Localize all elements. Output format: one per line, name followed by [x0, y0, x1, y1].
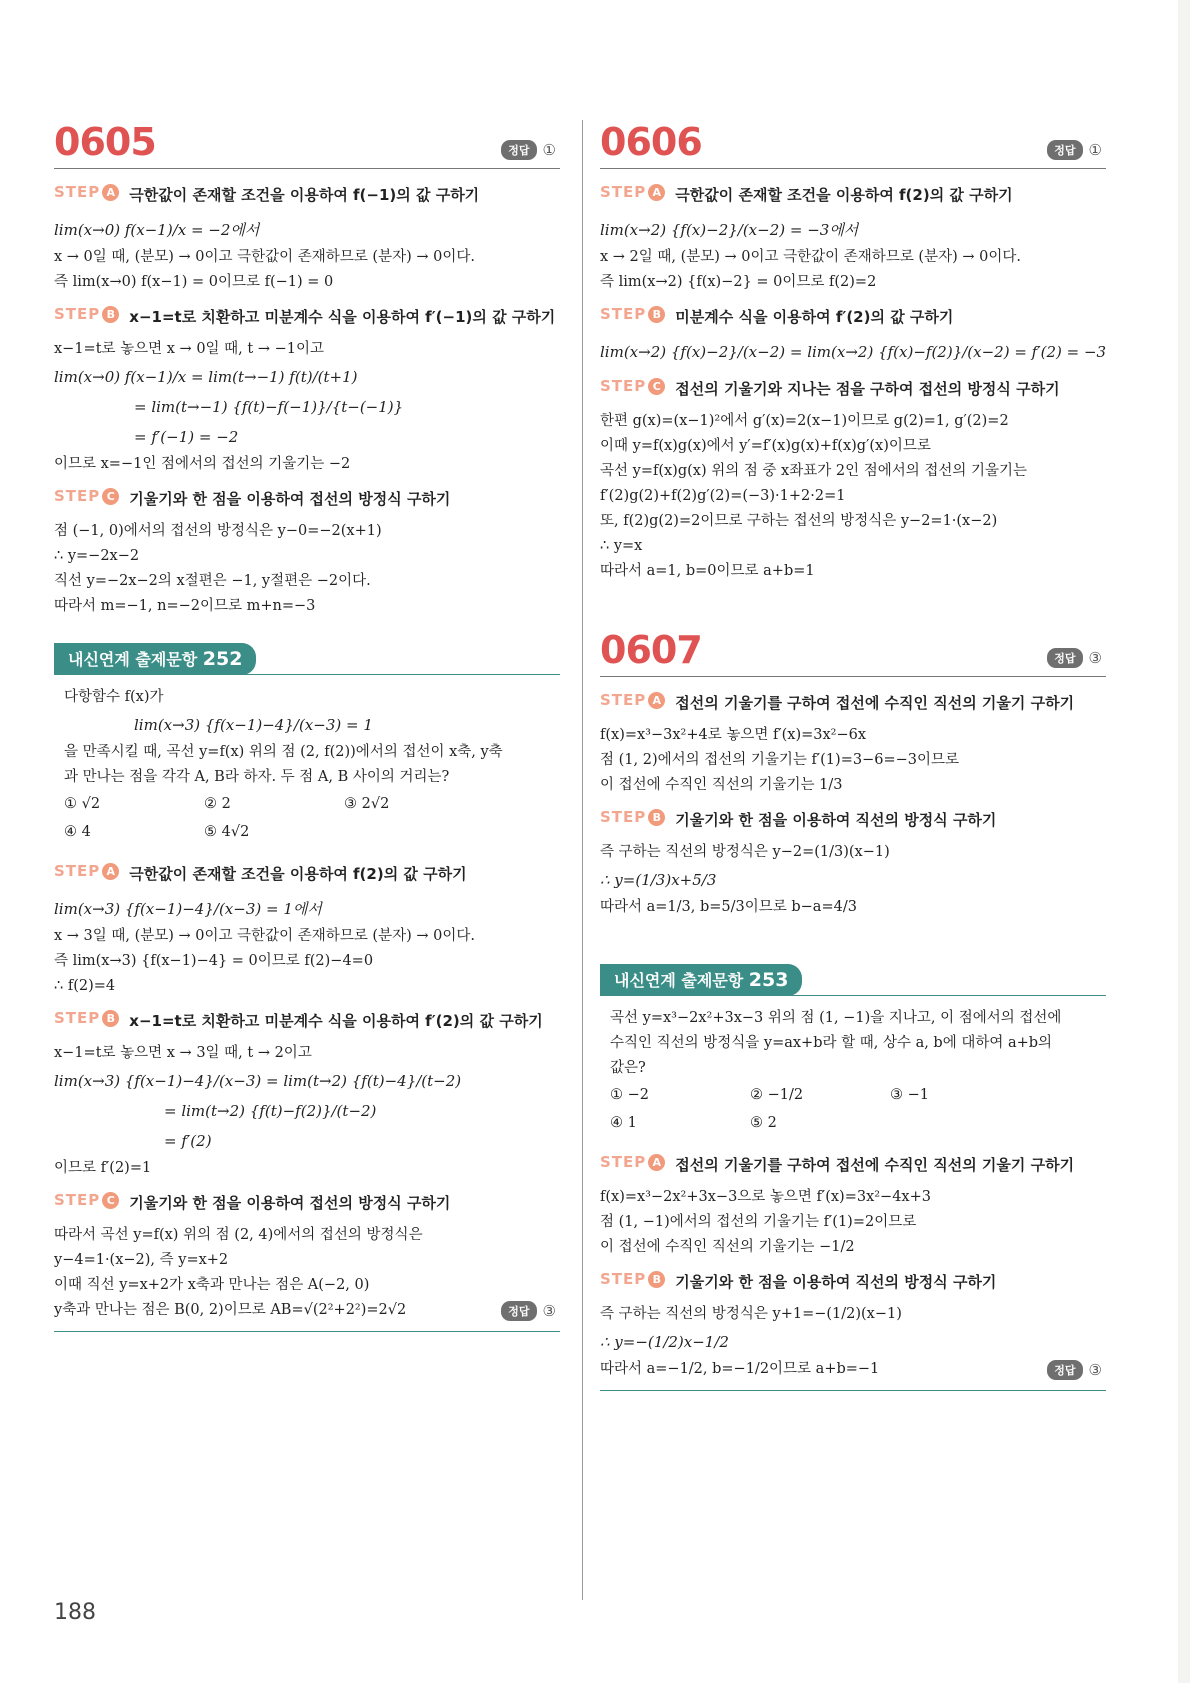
step-title: 기울기와 한 점을 이용하여 접선의 방정식 구하기 [129, 490, 451, 508]
choice-4: ④ 4 [64, 824, 91, 840]
step-title: 기울기와 한 점을 이용하여 직선의 방정식 구하기 [675, 1273, 997, 1291]
text-line: 따라서 a=1/3, b=5/3이므로 b−a=4/3 [600, 899, 857, 915]
text-line: y−4=1·(x−2), 즉 y=x+2 [54, 1252, 229, 1268]
text-line: ∴ y=−2x−2 [54, 548, 140, 564]
text-line: 따라서 a=1, b=0이므로 a+b=1 [600, 563, 815, 579]
choice-1: ① −2 [610, 1087, 649, 1103]
linked-problem-253-question [600, 1006, 1106, 1137]
column-divider [582, 120, 583, 1600]
problem-0605-header [54, 110, 560, 169]
answer-badge: 정답 [501, 140, 536, 160]
text-line: x−1=t로 놓으면 x → 0일 때, t → −1이고 [54, 341, 324, 357]
text-line: x → 0일 때, (분모) → 0이고 극한값이 존재하므로 (분자) → 0이다. [54, 249, 475, 265]
answer-badge: 정답 [1047, 648, 1082, 668]
step-b [54, 305, 560, 329]
choice-3: ③ −1 [890, 1087, 929, 1103]
formula-line: = f′(2) [164, 1132, 212, 1150]
choice-2: ② 2 [204, 796, 231, 812]
question-line: 수직인 직선의 방정식을 y=ax+b라 할 때, 상수 a, b에 대하여 a+b의 [610, 1035, 1053, 1051]
linked-problem-tab: 내신연계 출제문항 252 [54, 643, 256, 675]
text-line: 이때 y=f(x)g(x)에서 y′=f′(x)g(x)+f(x)g′(x)이므로 [600, 438, 931, 454]
linked-problem-253-header [600, 964, 1106, 996]
problem-number: 0607 [600, 628, 702, 672]
step-tag: STEP A [600, 691, 665, 709]
answer-choices [64, 790, 560, 846]
text-line: y축과 만나는 점은 B(0, 2)이므로 AB=√(2²+2²)=2√2 [54, 1302, 407, 1318]
formula-line: lim(x→2) {f(x)−2}/(x−2) = lim(x→2) {f(x)−f(2)}/(x−2) = f′(2) = −3 [600, 343, 1107, 361]
page-number: 188 [54, 1600, 96, 1625]
linked-problem-252-question [54, 685, 560, 846]
page-edge-strip [1178, 0, 1190, 1683]
answer-value: ③ [1088, 649, 1102, 667]
text-line: 곡선 y=f(x)g(x) 위의 점 중 x좌표가 2인 점에서의 접선의 기울기는 [600, 463, 1028, 479]
step-b [600, 305, 1106, 329]
step-tag: STEP C [54, 1191, 119, 1209]
text-line: 이므로 x=−1인 점에서의 접선의 기울기는 −2 [54, 456, 351, 472]
choice-2: ② −1/2 [750, 1087, 804, 1103]
right-column [600, 110, 1106, 1391]
problem-0607-header [600, 618, 1106, 677]
text-line: 한편 g(x)=(x−1)²에서 g′(x)=2(x−1)이므로 g(2)=1, g′(2)=2 [600, 413, 1009, 429]
text-line: 점 (−1, 0)에서의 접선의 방정식은 y−0=−2(x+1) [54, 523, 382, 539]
formula-line: lim(x→3) {f(x−1)−4}/(x−3) = lim(t→2) {f(t)−4}/(t−2) [54, 1072, 462, 1090]
step-c [600, 377, 1106, 401]
text-line: x−1=t로 놓으면 x → 3일 때, t → 2이고 [54, 1045, 312, 1061]
problem-number: 0605 [54, 120, 156, 164]
step-title: 미분계수 식을 이용하여 f′(2)의 값 구하기 [675, 308, 954, 326]
question-line: 다항함수 f(x)가 [64, 689, 164, 705]
formula-line: lim(x→3) {f(x−1)−4}/(x−3) = 1에서 [54, 900, 322, 918]
text-line: ∴ f(2)=4 [54, 978, 116, 994]
step-tag: STEP A [54, 183, 119, 201]
final-answer-row [600, 1357, 1106, 1382]
box-end-line [600, 1390, 1106, 1391]
text-line: f(x)=x³−2x²+3x−3으로 놓으면 f′(x)=3x²−4x+3 [600, 1189, 931, 1205]
text-line: 또, f(2)g(2)=2이므로 구하는 접선의 방정식은 y−2=1·(x−2) [600, 513, 998, 529]
step-tag: STEP B [600, 1270, 665, 1288]
choice-5: ⑤ 4√2 [204, 824, 250, 840]
step-tag: STEP B [54, 1009, 119, 1027]
choice-1: ① √2 [64, 796, 101, 812]
step-tag: STEP A [600, 1153, 665, 1171]
choice-4: ④ 1 [610, 1115, 637, 1131]
problem-0606-header [600, 110, 1106, 169]
step-a [600, 691, 1106, 715]
question-formula: lim(x→3) {f(x−1)−4}/(x−3) = 1 [134, 716, 373, 734]
text-line: 직선 y=−2x−2의 x절편은 −1, y절편은 −2이다. [54, 573, 371, 589]
text-line: 즉 구하는 직선의 방정식은 y−2=(1/3)(x−1) [600, 844, 890, 860]
linked-problem-252-header [54, 643, 560, 675]
step-a [600, 1153, 1106, 1177]
step-title: 기울기와 한 점을 이용하여 직선의 방정식 구하기 [675, 811, 997, 829]
step-title: 접선의 기울기를 구하여 접선에 수직인 직선의 기울기 구하기 [675, 1156, 1075, 1174]
text-line: 이 접선에 수직인 직선의 기울기는 −1/2 [600, 1239, 855, 1255]
problem-number: 0606 [600, 120, 702, 164]
formula-line: lim(x→2) {f(x)−2}/(x−2) = −3에서 [600, 221, 859, 239]
question-line: 을 만족시킬 때, 곡선 y=f(x) 위의 점 (2, f(2))에서의 접선이 x축, y축 [64, 744, 503, 760]
left-column [54, 110, 560, 1332]
choice-3: ③ 2√2 [344, 796, 390, 812]
step-title: 접선의 기울기를 구하여 접선에 수직인 직선의 기울기 구하기 [675, 694, 1075, 712]
formula-line: ∴ y=(1/3)x+5/3 [600, 871, 717, 889]
text-line: 이때 직선 y=x+2가 x축과 만나는 점은 A(−2, 0) [54, 1277, 370, 1293]
formula-line: = lim(t→2) {f(t)−f(2)}/(t−2) [164, 1102, 377, 1120]
step-b [600, 808, 1106, 832]
text-line: 즉 구하는 직선의 방정식은 y+1=−(1/2)(x−1) [600, 1306, 902, 1322]
choice-5: ⑤ 2 [750, 1115, 777, 1131]
linked-problem-tab: 내신연계 출제문항 253 [600, 964, 802, 996]
answer-indicator [1047, 648, 1102, 668]
step-tag: STEP B [600, 305, 665, 323]
text-line: 따라서 곡선 y=f(x) 위의 점 (2, 4)에서의 접선의 방정식은 [54, 1227, 423, 1243]
step-tag: STEP C [54, 487, 119, 505]
step-title: 극한값이 존재할 조건을 이용하여 f(2)의 값 구하기 [129, 865, 467, 883]
step-c [54, 487, 560, 511]
answer-badge: 정답 [1047, 140, 1082, 160]
text-line: f(x)=x³−3x²+4로 놓으면 f′(x)=3x²−6x [600, 727, 867, 743]
step-title: 접선의 기울기와 지나는 점을 구하여 접선의 방정식 구하기 [675, 380, 1060, 398]
box-end-line [54, 1331, 560, 1332]
text-line: 따라서 a=−1/2, b=−1/2이므로 a+b=−1 [600, 1361, 880, 1377]
text-line: f′(2)g(2)+f(2)g′(2)=(−3)·1+2·2=1 [600, 488, 846, 504]
answer-value: ③ [542, 1302, 556, 1320]
question-line: 곡선 y=x³−2x²+3x−3 위의 점 (1, −1)을 지나고, 이 점에서의 접선에 [610, 1010, 1062, 1026]
step-tag: STEP B [600, 808, 665, 826]
text-line: 즉 lim(x→2) {f(x)−2} = 0이므로 f(2)=2 [600, 274, 877, 290]
text-line: 이므로 f′(2)=1 [54, 1160, 152, 1176]
answer-badge: 정답 [501, 1301, 536, 1321]
text-line: 이 접선에 수직인 직선의 기울기는 1/3 [600, 777, 843, 793]
text-line: ∴ y=x [600, 538, 643, 554]
step-tag: STEP B [54, 305, 119, 323]
formula-line: lim(x→0) f(x−1)/x = −2에서 [54, 221, 260, 239]
answer-badge: 정답 [1047, 1360, 1082, 1380]
text-line: 즉 lim(x→3) {f(x−1)−4} = 0이므로 f(2)−4=0 [54, 953, 374, 969]
step-b [54, 1009, 560, 1033]
formula-line: ∴ y=−(1/2)x−1/2 [600, 1333, 729, 1351]
step-a [54, 862, 560, 886]
step-c [54, 1191, 560, 1215]
text-line: 점 (1, −1)에서의 접선의 기울기는 f′(1)=2이므로 [600, 1214, 917, 1230]
step-tag: STEP A [600, 183, 665, 201]
text-line: x → 3일 때, (분모) → 0이고 극한값이 존재하므로 (분자) → 0이다. [54, 928, 475, 944]
answer-value: ③ [1088, 1361, 1102, 1379]
formula-line: = lim(t→−1) {f(t)−f(−1)}/{t−(−1)} [134, 398, 404, 416]
text-line: 즉 lim(x→0) f(x−1) = 0이므로 f(−1) = 0 [54, 274, 334, 290]
question-line: 값은? [610, 1060, 646, 1076]
text-line: 따라서 m=−1, n=−2이므로 m+n=−3 [54, 598, 316, 614]
step-title: 극한값이 존재할 조건을 이용하여 f(−1)의 값 구하기 [129, 186, 480, 204]
answer-value: ① [1088, 141, 1102, 159]
step-a [600, 183, 1106, 207]
answer-indicator [1047, 140, 1102, 160]
formula-line: lim(x→0) f(x−1)/x = lim(t→−1) f(t)/(t+1) [54, 368, 358, 386]
question-line: 과 만나는 점을 각각 A, B라 하자. 두 점 A, B 사이의 거리는? [64, 769, 450, 785]
step-title: x−1=t로 치환하고 미분계수 식을 이용하여 f′(−1)의 값 구하기 [129, 308, 556, 326]
answer-choices [610, 1081, 1106, 1137]
answer-indicator [1047, 1360, 1102, 1380]
answer-indicator [501, 1301, 556, 1321]
step-title: 극한값이 존재할 조건을 이용하여 f(2)의 값 구하기 [675, 186, 1013, 204]
text-line: x → 2일 때, (분모) → 0이고 극한값이 존재하므로 (분자) → 0이다. [600, 249, 1021, 265]
final-answer-row [54, 1298, 560, 1323]
text-line: 점 (1, 2)에서의 접선의 기울기는 f′(1)=3−6=−3이므로 [600, 752, 959, 768]
step-title: x−1=t로 치환하고 미분계수 식을 이용하여 f′(2)의 값 구하기 [129, 1012, 543, 1030]
step-tag: STEP C [600, 377, 665, 395]
answer-indicator [501, 140, 556, 160]
formula-line: = f′(−1) = −2 [134, 428, 239, 446]
step-title: 기울기와 한 점을 이용하여 접선의 방정식 구하기 [129, 1194, 451, 1212]
answer-value: ① [542, 141, 556, 159]
step-a [54, 183, 560, 207]
step-tag: STEP A [54, 862, 119, 880]
step-b [600, 1270, 1106, 1294]
